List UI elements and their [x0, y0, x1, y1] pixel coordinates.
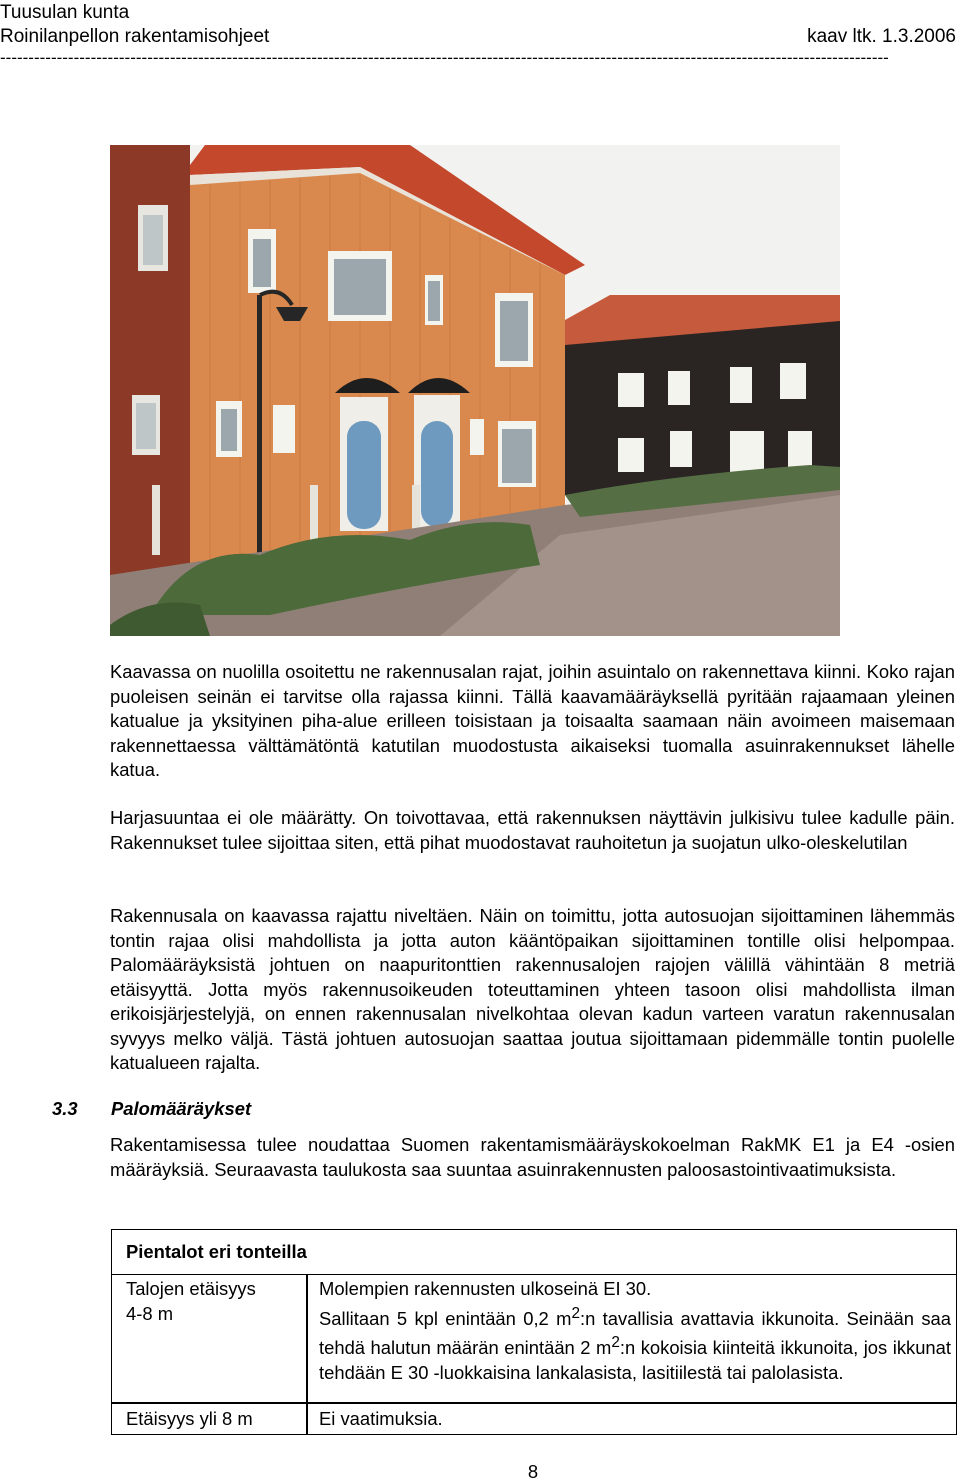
- section-number: 3.3: [52, 1098, 78, 1119]
- row1-text-b: :n tavallisia avattavia ikkunoita. Seinään saa tehdä halutun määrän enintään 2 m: [319, 1307, 952, 1359]
- row1-text-c: :n kokoisia kiinteitä ikkunoita, jos ikkunat tehdään E 30 -luokkaisina lankalasista, lasitiilestä tai palolasista.: [319, 1337, 951, 1383]
- paragraph-building-boundaries: Kaavassa on nuolilla osoitettu ne rakennusalan rajat, joihin asuintalo on rakennettava kiinni. Koko rajan puoleisen seinän ei tarvitse olla rajassa kiinni. Tällä kaavamääräyksellä pyritään rajaamaan yleinen katualue ja yksityinen piha-alue erilleen toisistaan ja toisaalta saamaan näin avoimeen maisemaan rakennettaessa välttämätöntä katutilan muodostusta aikaiseksi tuomalla asuinrakennukset lähelle katua.: [110, 661, 955, 780]
- houses-photo: [110, 145, 840, 636]
- table-row1-label: [126, 1277, 296, 1326]
- section-title: Palomääräykset: [111, 1098, 252, 1119]
- paragraph-fire-regulations: Rakentamisessa tulee noudattaa Suomen rakentamismääräyskokoelman RakMK E1 ja E4 -osien määräyksiä. Seuraavasta taulukosta saa suuntaa asuinrakennusten paloosastointivaatimuksista.: [110, 1134, 955, 1180]
- paragraph-ridge-direction: Harjasuuntaa ei ole määrätty. On toivottavaa, että rakennuksen näyttävin julkisivu tulee kadulle päin. Rakennukset tulee sijoittaa siten, että pihat muodostavat rauhoitetun ja suojatun ulko-oleskelutilan: [110, 807, 955, 853]
- table-title: Pientalot eri tonteilla: [126, 1241, 307, 1262]
- row1-text-line2: [319, 1302, 951, 1386]
- row1-text-a: Sallitaan 5 kpl enintään 0,2 m: [319, 1307, 572, 1329]
- table-row2-text: Ei vaatimuksia.: [319, 1408, 443, 1429]
- header-rule: -------------------------------------------------------------------------------------------------------------------------------------------------------------: [0, 50, 889, 66]
- row1-text-sup: 2: [571, 1304, 580, 1322]
- table-row1-text: [319, 1277, 951, 1385]
- fire-separation-table: [111, 1229, 957, 1435]
- header-date: kaav ltk. 1.3.2006: [807, 26, 956, 47]
- page-number: 8: [527, 1461, 539, 1482]
- table-row2-label: Etäisyys yli 8 m: [126, 1408, 253, 1429]
- row1-label-line2: 4-8 m: [126, 1302, 174, 1324]
- row1-text-line1: Molempien rakennusten ulkoseinä EI 30.: [319, 1278, 652, 1299]
- header-organization: Tuusulan kunta: [0, 2, 130, 23]
- row1-text-sup2: 2: [611, 1334, 620, 1352]
- table-body: [112, 1274, 956, 1434]
- table-row-divider: [112, 1402, 956, 1404]
- header-document-title: Roinilanpellon rakentamisohjeet: [0, 26, 270, 47]
- row1-label-line1: Talojen etäisyys: [126, 1278, 256, 1299]
- table-column-divider: [306, 1275, 308, 1434]
- paragraph-building-area: Rakennusala on kaavassa rajattu niveltäen. Näin on toimittu, jotta autosuojan sijoittaminen lähemmäs tontin rajaa olisi mahdollista ja jotta auton kääntöpaikan sijoittaminen tontille olisi helpompaa. Palomääräyksistä johtuen on naapuritonttien rakennusalojen rajojen välillä vähintään 8 metriä etäisyyttä. Jotta myös rakennusoikeuden toteuttaminen yhteen tasoon olisi mahdollista ilman erikoisjärjestelyjä, on ennen rakennusalan nivelkohtaa olevan kadun varteen varatun rakennusalan syvyys melko väljä. Tästä johtuen autosuojan saattaa joutua sijoittamaan pidemmälle tontin puolelle katualueen rajalta.: [110, 905, 955, 1073]
